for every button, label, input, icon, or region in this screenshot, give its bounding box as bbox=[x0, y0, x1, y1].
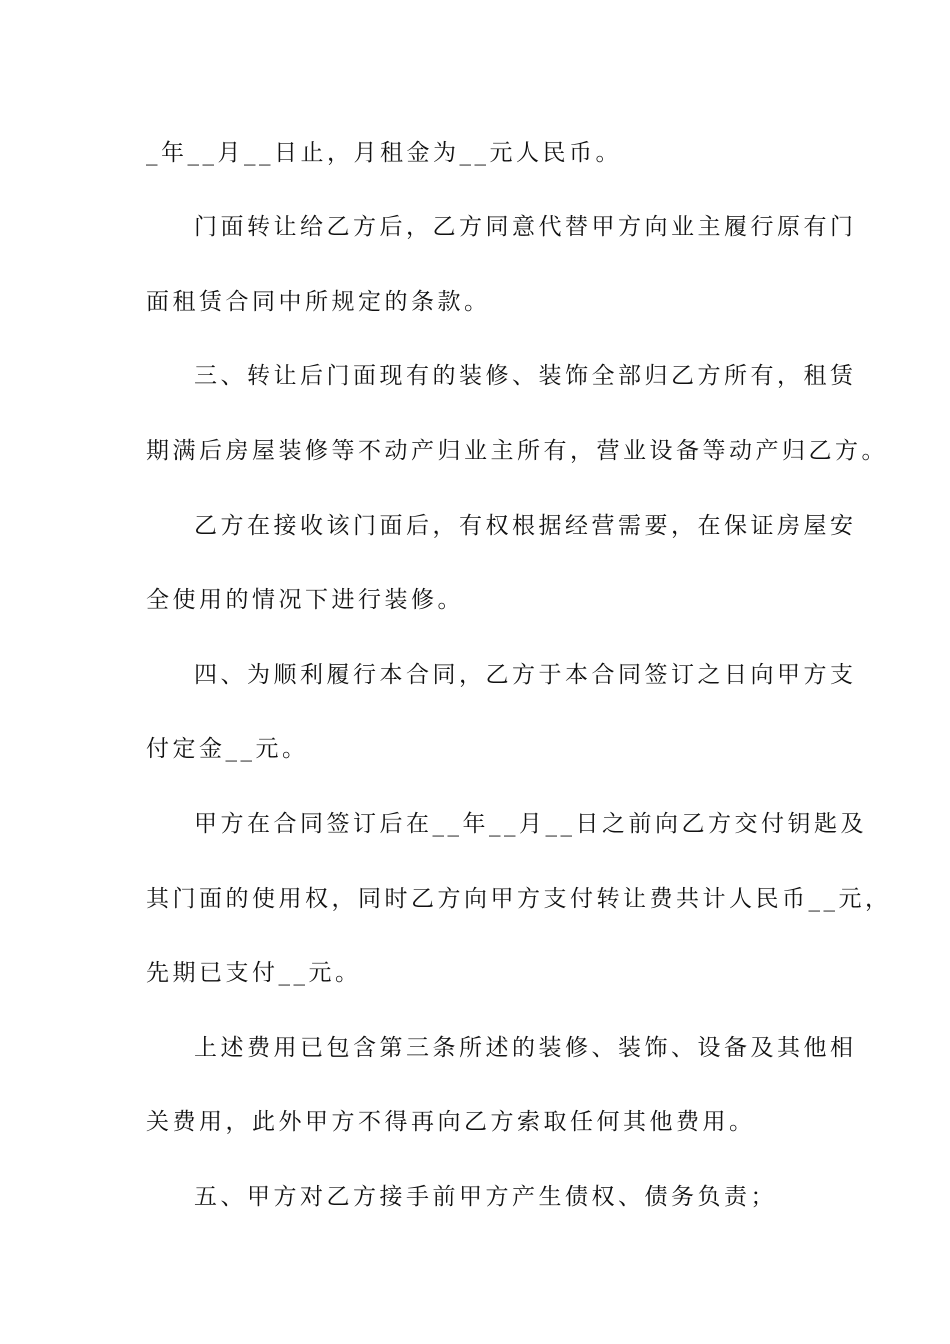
text-line-4: 三、转让后门面现有的装修、装饰全部归乙方所有，租赁 bbox=[194, 363, 857, 389]
text-line-13: 上述费用已包含第三条所述的装修、装饰、设备及其他相 bbox=[194, 1035, 857, 1061]
text-line-15: 五、甲方对乙方接手前甲方产生债权、债务负责； bbox=[194, 1184, 777, 1210]
text-line-7: 全使用的情况下进行装修。 bbox=[146, 587, 464, 613]
text-line-11: 其门面的使用权，同时乙方向甲方支付转让费共计人民币__元， bbox=[146, 886, 892, 912]
text-line-9: 付定金__元。 bbox=[146, 736, 309, 762]
text-line-1: _年__月__日止，月租金为__元人民币。 bbox=[146, 140, 622, 166]
text-line-6: 乙方在接收该门面后，有权根据经营需要，在保证房屋安 bbox=[194, 513, 857, 539]
text-line-8: 四、为顺利履行本合同，乙方于本合同签订之日向甲方支 bbox=[194, 662, 857, 688]
text-line-5: 期满后房屋装修等不动产归业主所有，营业设备等动产归乙方。 bbox=[146, 438, 888, 464]
text-line-14: 关费用，此外甲方不得再向乙方索取任何其他费用。 bbox=[146, 1109, 756, 1135]
text-line-2: 门面转让给乙方后，乙方同意代替甲方向业主履行原有门 bbox=[194, 214, 857, 240]
text-line-12: 先期已支付__元。 bbox=[146, 960, 362, 986]
text-line-3: 面租赁合同中所规定的条款。 bbox=[146, 289, 491, 315]
text-line-10: 甲方在合同签订后在__年__月__日之前向乙方交付钥匙及 bbox=[194, 811, 867, 837]
